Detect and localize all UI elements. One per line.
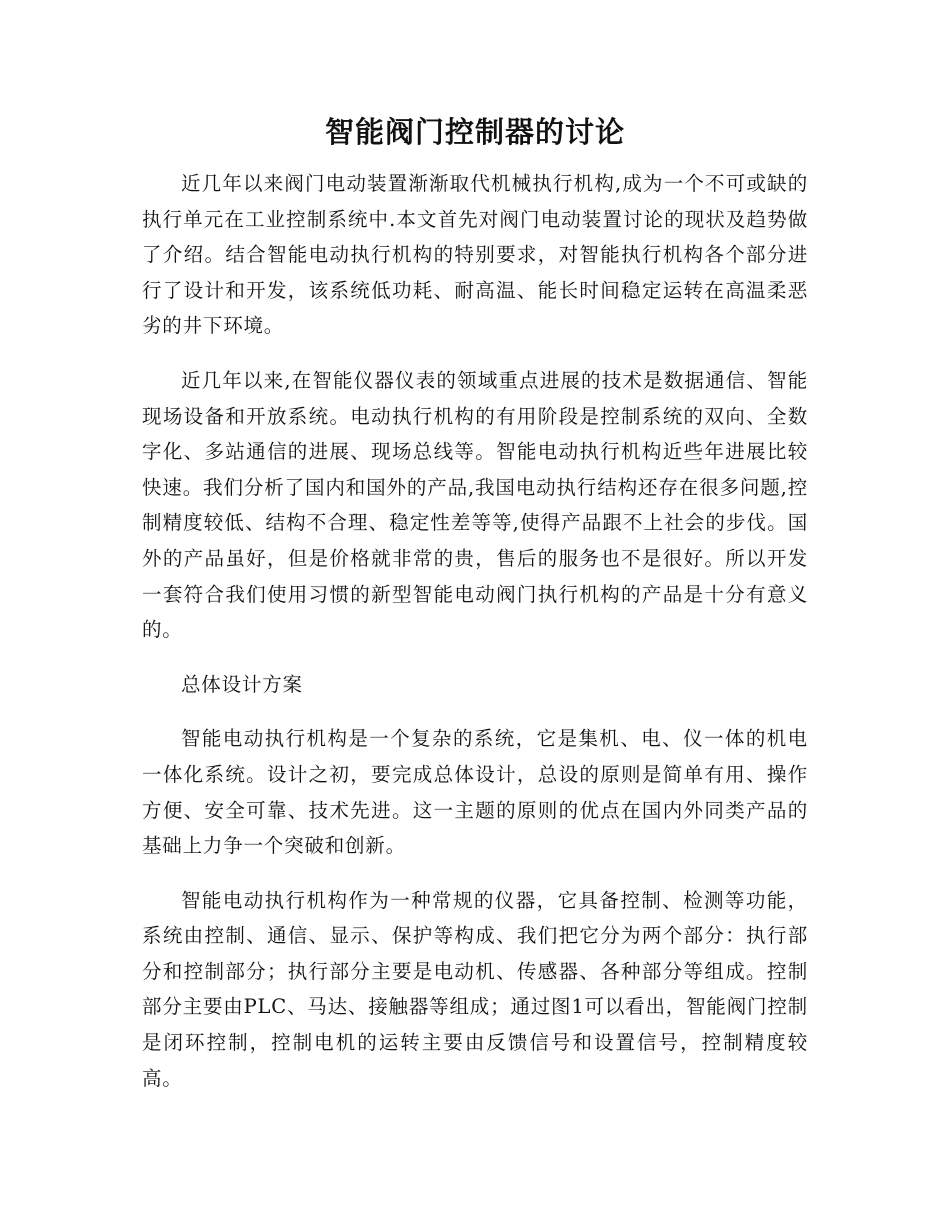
paragraph-intro: 近几年以来阀门电动装置渐渐取代机械执行机构,成为一个不可或缺的执行单元在工业控制系统中.本文首先对阀门电动装置讨论的现状及趋势做了介绍。结合智能电动执行机构的特别要求，对智能执行机构各个部分进行了设计和开发，该系统低功耗、耐高温、能长时间稳定运转在高温柔恶劣的井下环境。 (142, 172, 808, 338)
paragraph-background: 近几年以来,在智能仪器仪表的领域重点进展的技术是数据通信、智能现场设备和开放系统。电动执行机构的有用阶段是控制系统的双向、全数字化、多站通信的进展、现场总线等。智能电动执行机构近些年进展比较快速。我们分析了国内和国外的产品,我国电动执行结构还存在很多问题,控制精度较低、结构不合理、稳定性差等等,使得产品跟不上社会的步伐。国外的产品虽好，但是价格就非常的贵，售后的服务也不是很好。所以开发一套符合我们使用习惯的新型智能电动阀门执行机构的产品是十分有意义的。 (142, 368, 808, 642)
document-title: 智能阀门控制器的讨论 (324, 115, 625, 149)
paragraph-design-principles: 智能电动执行机构是一个复杂的系统，它是集机、电、仪一体的机电一体化系统。设计之初，要完成总体设计，总设的原则是简单有用、操作方便、安全可靠、技术先进。这一主题的原则的优点在国内外同类产品的基础上力争一个突破和创新。 (142, 727, 808, 858)
paragraph-system-structure: 智能电动执行机构作为一种常规的仪器，它具备控制、检测等功能，系统由控制、通信、显示、保护等构成、我们把它分为两个部分：执行部分和控制部分；执行部分主要是电动机、传感器、各种部分等组成。控制部分主要由PLC、马达、接触器等组成；通过图1可以看出，智能阀门控制是闭环控制，控制电机的运转主要由反馈信号和设置信号，控制精度较高。 (142, 888, 808, 1090)
document-body (142, 166, 808, 1115)
section-heading-overall-design: 总体设计方案 (181, 672, 303, 696)
